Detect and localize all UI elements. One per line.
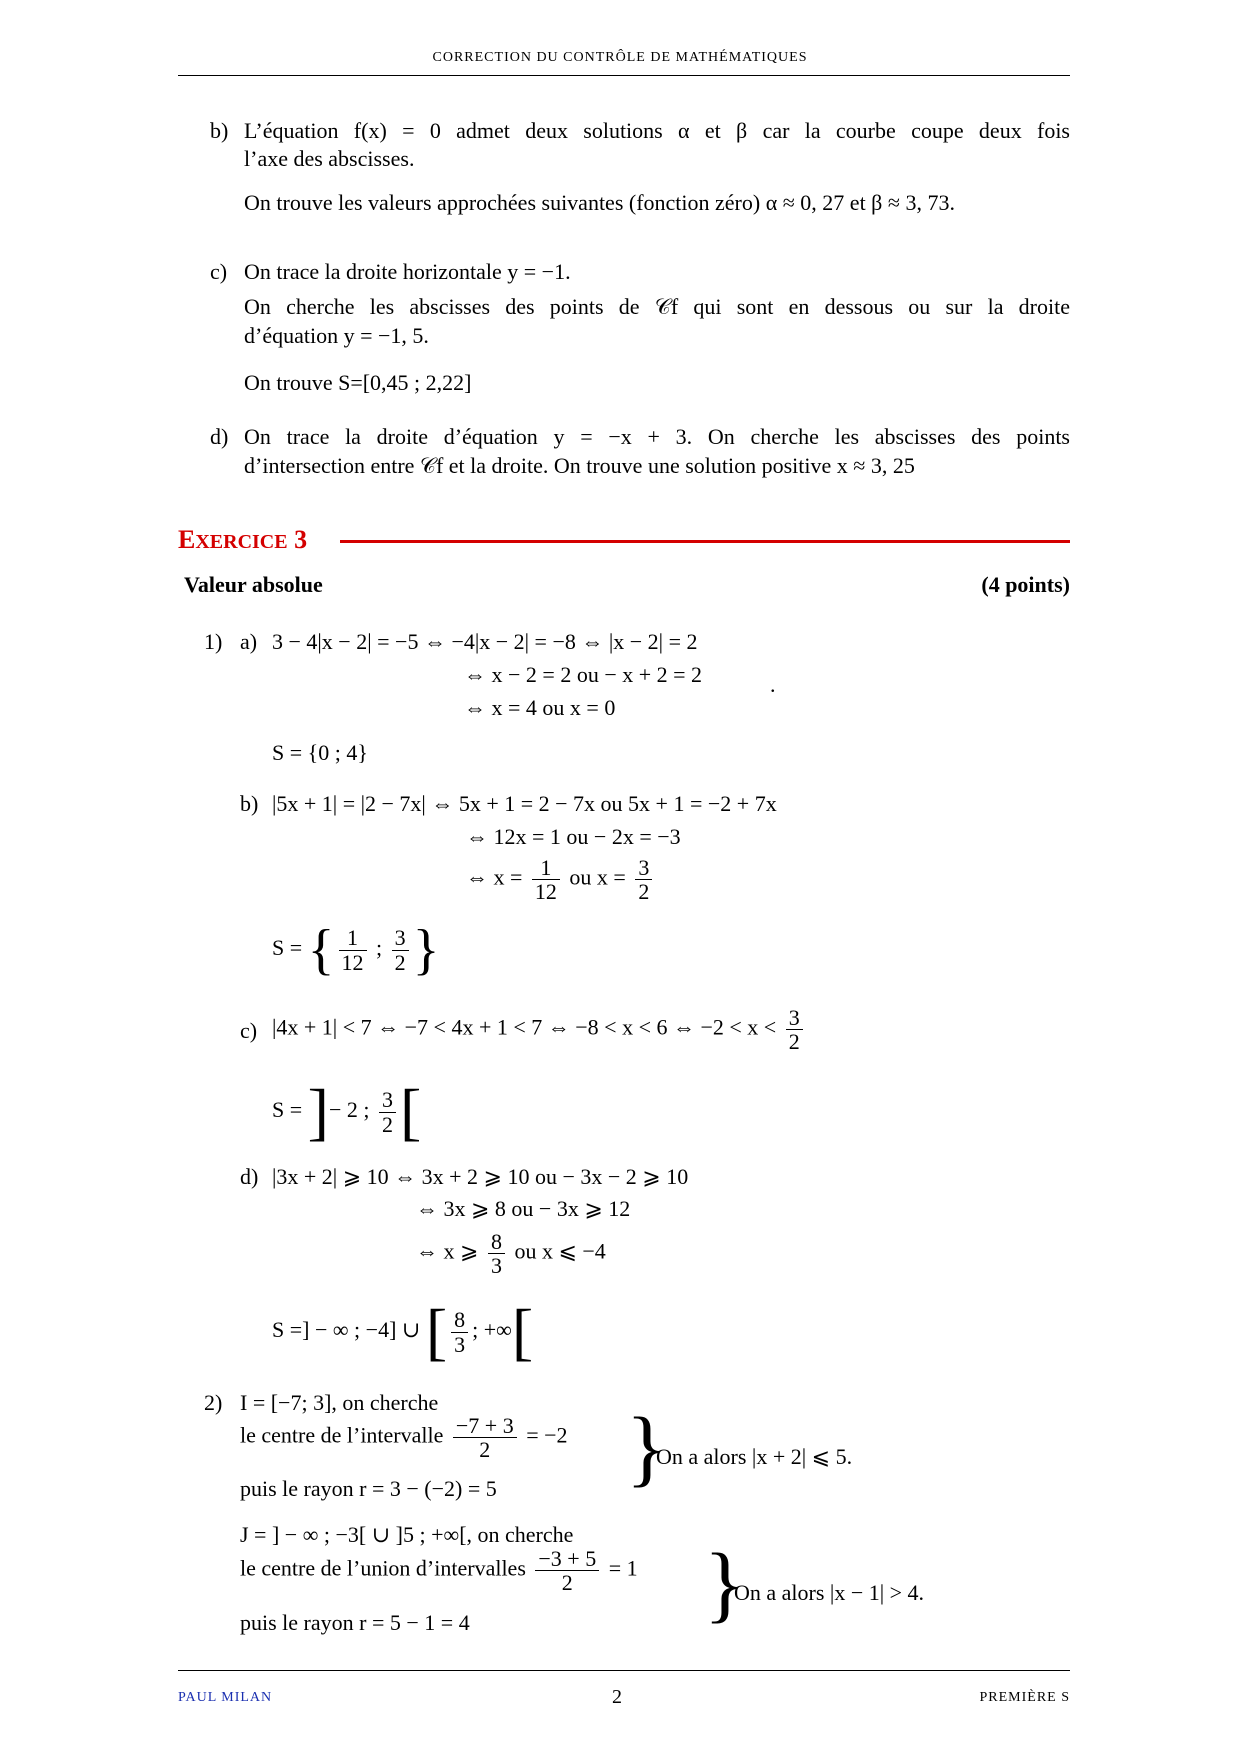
item-d-line2: d’intersection entre 𝒞f et la droite. On trouve une solution positive x ≈ 3, 25 — [244, 453, 915, 478]
q1-label: 1) — [204, 629, 223, 654]
q1a-dot: . — [770, 672, 776, 697]
exercise-points: (4 points) — [981, 572, 1070, 597]
q2-brace-1: } — [626, 1399, 668, 1495]
q2-result2: On a alors |x − 1| > 4. — [734, 1580, 925, 1605]
item-b-line3: On trouve les valeurs approchées suivantes (fonction zéro) α ≈ 0, 27 et β ≈ 3, 73. — [244, 190, 955, 215]
item-c-line1: On trace la droite horizontale y = −1. — [244, 259, 571, 284]
q2-line4: J = ] − ∞ ; −3[ ∪ ]5 ; +∞[, on cherche — [240, 1522, 574, 1547]
q1d-line1: |3x + 2| ⩾ 10 ⇔ 3x + 2 ⩾ 10 ou − 3x − 2 ⩾ 10 — [272, 1164, 689, 1189]
item-c-label: c) — [210, 259, 228, 284]
q1d-line2: ⇔ 3x ⩾ 8 ou − 3x ⩾ 12 — [416, 1196, 631, 1221]
q2-line1: I = [−7; 3], on cherche — [240, 1390, 439, 1415]
q1d-label: d) — [240, 1164, 259, 1189]
q1b-line2: ⇔ 12x = 1 ou − 2x = −3 — [466, 824, 681, 849]
q1b-line3: ⇔ x = $\frac{1}{12}$ ou x = $\frac{3}{2}$ — [466, 856, 656, 903]
item-d-line1: On trace la droite d’équation y = −x + 3. On cherche les abscisses des points — [244, 424, 1070, 449]
q2-line2: le centre de l’intervalle $\frac{-7 + 3}{2}$ = −2 — [240, 1413, 568, 1463]
page-header: CORRECTION DU CONTRÔLE DE MATHÉMATIQUES — [432, 50, 808, 65]
exercise-subtitle: Valeur absolue — [184, 572, 323, 597]
exercise-title: EXERCICE 3 — [178, 525, 308, 554]
item-b-label: b) — [210, 118, 229, 143]
q1b-label: b) — [240, 791, 259, 816]
q1b-solution: S = { $\frac{1}{12}$ ; $\frac{3}{2}$ } — [272, 919, 440, 981]
q1a-line1: 3 − 4|x − 2| = −5 ⇔ −4|x − 2| = −8 ⇔ |x − 2| = 2 — [272, 629, 698, 654]
q1c-label: c) — [240, 1018, 258, 1043]
exercise-title-rule — [340, 540, 1070, 543]
q1d-solution: S =] − ∞ ; −4] ∪ [ $\frac{8}{3}$ ; +∞[ — [272, 1296, 534, 1367]
item-c-line3: d’équation y = −1, 5. — [244, 323, 429, 348]
fraction-3-2: $\frac{3}{2}$ — [635, 856, 652, 903]
item-b-line1: L’équation f(x) = 0 admet deux solutions α et β car la courbe coupe deux fois — [244, 118, 1070, 143]
q1d-line3: ⇔ x ⩾ $\frac{8}{3}$ ou x ⩽ −4 — [416, 1229, 606, 1279]
fraction-1-12: $\frac{1}{12}$ — [532, 856, 560, 903]
item-c-line2: On cherche les abscisses des points de 𝒞f qui sont en dessous ou sur la droite — [244, 294, 1070, 319]
fraction-center-J: $\frac{-3 + 5}{2}$ — [535, 1547, 599, 1594]
footer-level: PREMIÈRE S — [979, 1690, 1070, 1705]
fraction-8-3: $\frac{8}{3}$ — [488, 1230, 505, 1277]
q2-label: 2) — [204, 1390, 223, 1415]
header-rule — [178, 75, 1070, 76]
q2-line5: le centre de l’union d’intervalles $\frac{-3 + 5}{2}$ = 1 — [240, 1546, 638, 1596]
q2-line3: puis le rayon r = 3 − (−2) = 5 — [240, 1476, 497, 1501]
item-d-label: d) — [210, 424, 229, 449]
q2-result1: On a alors |x + 2| ⩽ 5. — [656, 1444, 853, 1469]
q1c-line1: |4x + 1| < 7 ⇔ −7 < 4x + 1 < 7 ⇔ −8 < x < 6 ⇔ −2 < x < $\frac{3}{2}$ — [272, 1006, 807, 1053]
q1a-solution: S = {0 ; 4} — [272, 740, 368, 765]
q1a-line3: ⇔ x = 4 ou x = 0 — [464, 695, 616, 720]
q1a-label: a) — [240, 629, 258, 654]
fraction-3-2: $\frac{3}{2}$ — [786, 1006, 803, 1053]
fraction-center-I: $\frac{-7 + 3}{2}$ — [453, 1414, 517, 1461]
footer-author: PAUL MILAN — [178, 1690, 273, 1705]
q1b-line1: |5x + 1| = |2 − 7x| ⇔ 5x + 1 = 2 − 7x ou 5x + 1 = −2 + 7x — [272, 791, 777, 816]
q2-brace-2: } — [704, 1535, 746, 1631]
q1c-solution: S = ]− 2 ; $\frac{3}{2}$ [ — [272, 1076, 422, 1147]
footer-page-number: 2 — [612, 1686, 622, 1708]
item-b-line2: l’axe des abscisses. — [244, 146, 415, 171]
q2-line6: puis le rayon r = 5 − 1 = 4 — [240, 1610, 470, 1635]
q1a-line2: ⇔ x − 2 = 2 ou − x + 2 = 2 — [464, 662, 703, 687]
footer-rule — [178, 1670, 1070, 1671]
item-c-line4: On trouve S=[0,45 ; 2,22] — [244, 370, 472, 395]
